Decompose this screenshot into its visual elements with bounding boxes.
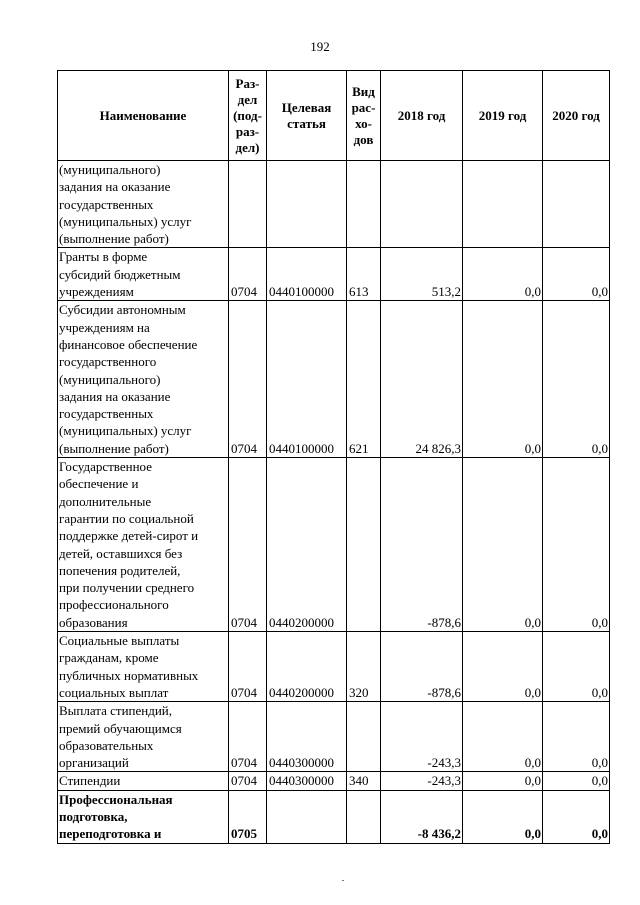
header-2019: 2019 год [463,71,543,161]
header-2020: 2020 год [543,71,610,161]
cell-y2019: 0,0 [463,458,543,632]
cell-name: Гранты в форме субсидий бюджетным учреждениям [58,248,229,301]
budget-table [57,70,610,844]
cell-y2019: 0,0 [463,702,543,772]
cell-section: 0704 [229,772,267,790]
cell-section: 0704 [229,702,267,772]
cell-name: Субсидии автономным учреждениям на финансовое обеспечение государственного (муниципального) задания на оказание государственных (муниципальных) услуг (выполнение работ) [58,301,229,458]
cell-target: 0440300000 [267,772,347,790]
cell-target [267,790,347,843]
cell-y2020: 0,0 [543,790,610,843]
table-row [58,790,610,843]
cell-y2019: 0,0 [463,790,543,843]
header-section [229,71,267,161]
cell-y2019: 0,0 [463,248,543,301]
cell-y2018: 513,2 [381,248,463,301]
header-type-text: Вид рас- хо- дов [351,83,376,147]
table-row [58,248,610,301]
cell-y2018 [381,161,463,248]
cell-name: Профессиональная подготовка, переподготовка и [58,790,229,843]
cell-name: Государственное обеспечение и дополнительные гарантии по социальной поддержке детей-сирот и детей, оставшихся без попечения родителей, при получении среднего профессионального образования [58,458,229,632]
cell-target: 0440100000 [267,248,347,301]
table-row [58,702,610,772]
cell-y2018: -243,3 [381,772,463,790]
cell-type: 621 [347,301,381,458]
cell-target [267,161,347,248]
table-row [58,161,610,248]
cell-type: 613 [347,248,381,301]
cell-name: Выплата стипендий, премий обучающимся образовательных организаций [58,702,229,772]
cell-type: 320 [347,632,381,702]
header-2018: 2018 год [381,71,463,161]
table-header-row [58,71,610,161]
cell-name: (муниципального) задания на оказание государственных (муниципальных) услуг (выполнение работ) [58,161,229,248]
cell-name: Стипендии [58,772,229,790]
cell-y2018: -878,6 [381,632,463,702]
cell-type [347,702,381,772]
header-name: Наименование [58,71,229,161]
header-section-text: Раз- дел (под- раз- дел) [233,75,262,155]
cell-type [347,790,381,843]
cell-target: 0440100000 [267,301,347,458]
cell-y2020 [543,161,610,248]
cell-type [347,161,381,248]
cell-target: 0440200000 [267,458,347,632]
cell-y2019: 0,0 [463,632,543,702]
cell-y2020: 0,0 [543,632,610,702]
cell-y2018: -243,3 [381,702,463,772]
cell-y2019: 0,0 [463,772,543,790]
cell-section [229,161,267,248]
cell-y2020: 0,0 [543,301,610,458]
footer-mark [342,880,344,881]
table-body [58,161,610,844]
cell-name: Социальные выплаты гражданам, кроме публичных нормативных социальных выплат [58,632,229,702]
cell-section: 0705 [229,790,267,843]
cell-y2018: 24 826,3 [381,301,463,458]
cell-y2019 [463,161,543,248]
header-target-text: Целевая статья [281,99,332,131]
table-row [58,301,610,458]
header-type [347,71,381,161]
cell-type [347,458,381,632]
cell-y2020: 0,0 [543,772,610,790]
table-row [58,772,610,790]
cell-y2018: -878,6 [381,458,463,632]
cell-target: 0440200000 [267,632,347,702]
cell-y2019: 0,0 [463,301,543,458]
cell-type: 340 [347,772,381,790]
cell-target: 0440300000 [267,702,347,772]
cell-section: 0704 [229,248,267,301]
cell-section: 0704 [229,458,267,632]
cell-section: 0704 [229,301,267,458]
cell-y2018: -8 436,2 [381,790,463,843]
cell-y2020: 0,0 [543,458,610,632]
page-number: 192 [310,39,330,54]
cell-section: 0704 [229,632,267,702]
table-row [58,458,610,632]
table-row [58,632,610,702]
cell-y2020: 0,0 [543,248,610,301]
cell-y2020: 0,0 [543,702,610,772]
header-target [267,71,347,161]
